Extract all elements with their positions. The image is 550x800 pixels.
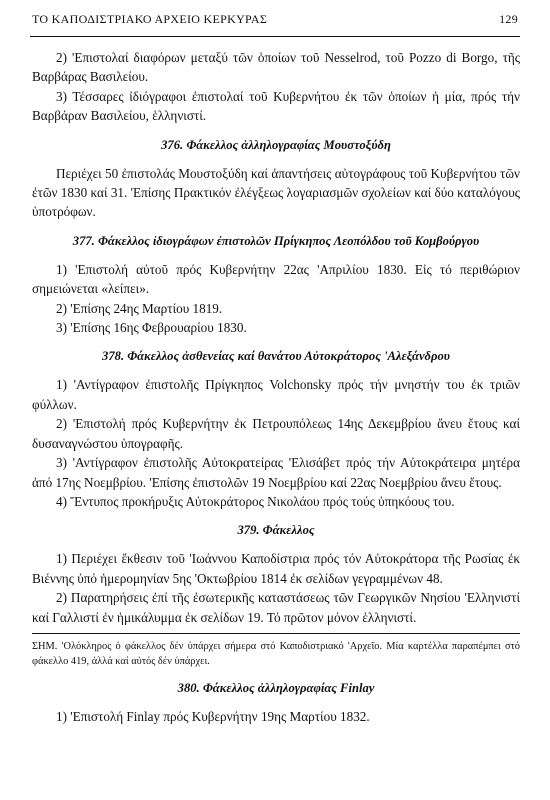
section-377-paragraph: 3) 'Επίσης 16ης Φεβρουαρίου 1830. — [56, 320, 247, 336]
section-heading-380: 380. Φάκελλος ἀλληλογραφίας Finlay — [177, 680, 375, 695]
section-378-paragraph: 1) 'Αντίγραφον ἐπιστολῆς Πρίγκηπος Volchonsky πρός τήν μνηστήν του ἐκ τριῶν φύλλων. — [32, 377, 520, 412]
section-379-paragraph: 2) Παρατηρήσεις ἐπί τῆς ἐσωτερικῆς καταστάσεως τῶν Γεωργικῶν Νησίου 'Ελληνιστί καί Γαλλιστί ἐν ἡμικάλυμμα ἐκ σελίδων 19. Τό πρῶτον μόνον ἑλληνιστί. — [32, 590, 520, 625]
page-number: 129 — [499, 12, 518, 26]
section-380-paragraph: 1) 'Επιστολή Finlay πρός Κυβερνήτην 19ης Μαρτίου 1832. — [56, 708, 370, 724]
footnote-rule — [32, 633, 520, 634]
section-heading-378: 378. Φάκελλος ἀσθενείας καί θανάτου Αὐτοκράτορος 'Αλεξάνδρου — [102, 349, 450, 364]
section-377-paragraph: 1) 'Επιστολή αὐτοῦ πρός Κυβερνήτην 22ας 'Απριλίου 1830. Εἰς τό περιθώριον σημειώνεται «λείπει». — [32, 261, 520, 297]
section-heading-376: 376. Φάκελλος ἀλληλογραφίας Μουστοξύδη — [161, 137, 391, 152]
intro-paragraph: 3) Τέσσαρες ἰδιόγραφοι ἐπιστολαί τοῦ Κυβερνήτου ἐκ τῶν ὁποίων ἡ μία, πρός τήν Βαρβάραν Βασιλείου, ἑλληνιστί. — [32, 88, 520, 124]
section-heading-379: 379. Φάκελλος — [237, 523, 315, 538]
intro-paragraph: 2) 'Επιστολαί διαφόρων μεταξύ τῶν ὁποίων τοῦ Nesselrod, τοῦ Pozzo di Borgo, τῆς Βαρβάρας Βασιλείου. — [32, 50, 520, 85]
page-body — [32, 48, 520, 726]
header-title: ΤΟ ΚΑΠΟΔΙΣΤΡΙΑΚΟ ΑΡΧΕΙΟ ΚΕΡΚΥΡΑΣ — [32, 12, 268, 26]
section-379-paragraph: 1) Περιέχει ἔκθεσιν τοῦ 'Ιωάννου Καποδίστρια πρός τόν Αὐτοκράτορα τῆς Ρωσίας ἐκ Βιέννης ὑπό ἡμερομηνίαν 5ης 'Οκτωβρίου 1814 ἐκ σελίδων γεγραμμένων 48. — [32, 551, 520, 586]
running-header — [32, 12, 518, 32]
section-377-paragraph: 2) 'Επίσης 24ης Μαρτίου 1819. — [56, 300, 223, 316]
section-heading-377: 377. Φάκελλος ἰδιογράφων ἐπιστολῶν Πρίγκηπος Λεοπόλδου τοῦ Κομβούργου — [72, 233, 480, 248]
section-378-paragraph: 4) Ἔντυπος προκήρυξις Αὐτοκράτορος Νικολάου πρός τούς ὑπηκόους του. — [56, 493, 455, 509]
header-rule — [30, 36, 520, 37]
section-376-paragraph: Περιέχει 50 ἐπιστολάς Μουστοξύδη καί ἀπαντήσεις αὐτογράφους τοῦ Κυβερνήτου τῶν ἐτῶν 1830 καί 31. 'Επίσης Πρακτικόν ἐλέγξεως λογαριασμῶν σχολείων καί δύο καταλόγους ὑποτρόφων. — [32, 165, 520, 220]
footnote: ΣΗΜ. 'Ολόκληρος ὁ φάκελλος δέν ὑπάρχει σήμερα στό Καποδιστριακό 'Αρχεῖο. Μία καρτέλλα παραπέμπει στό φάκελλο 419, ἀλλά καί αὐτός δέν ὑπάρχει. — [32, 640, 520, 667]
section-378-paragraph: 3) 'Αντίγραφον ἐπιστολῆς Αὐτοκρατείρας 'Ελισάβετ πρός τήν Αὐτοκράτειρα μητέρα ἀπό 17ης Νοεμβρίου. 'Επίσης ἐπιστολῶν 19 Νοεμβρίου καί 22ας Νοεμβρίου ἄνευ ἔτους. — [32, 455, 520, 490]
section-378-paragraph: 2) 'Επιστολή πρός Κυβερνήτην ἐκ Πετρουπόλεως 14ης Δεκεμβρίου ἄνευ ἔτους καί δυσαναγνώστου ὑπογραφῆς. — [32, 416, 520, 451]
